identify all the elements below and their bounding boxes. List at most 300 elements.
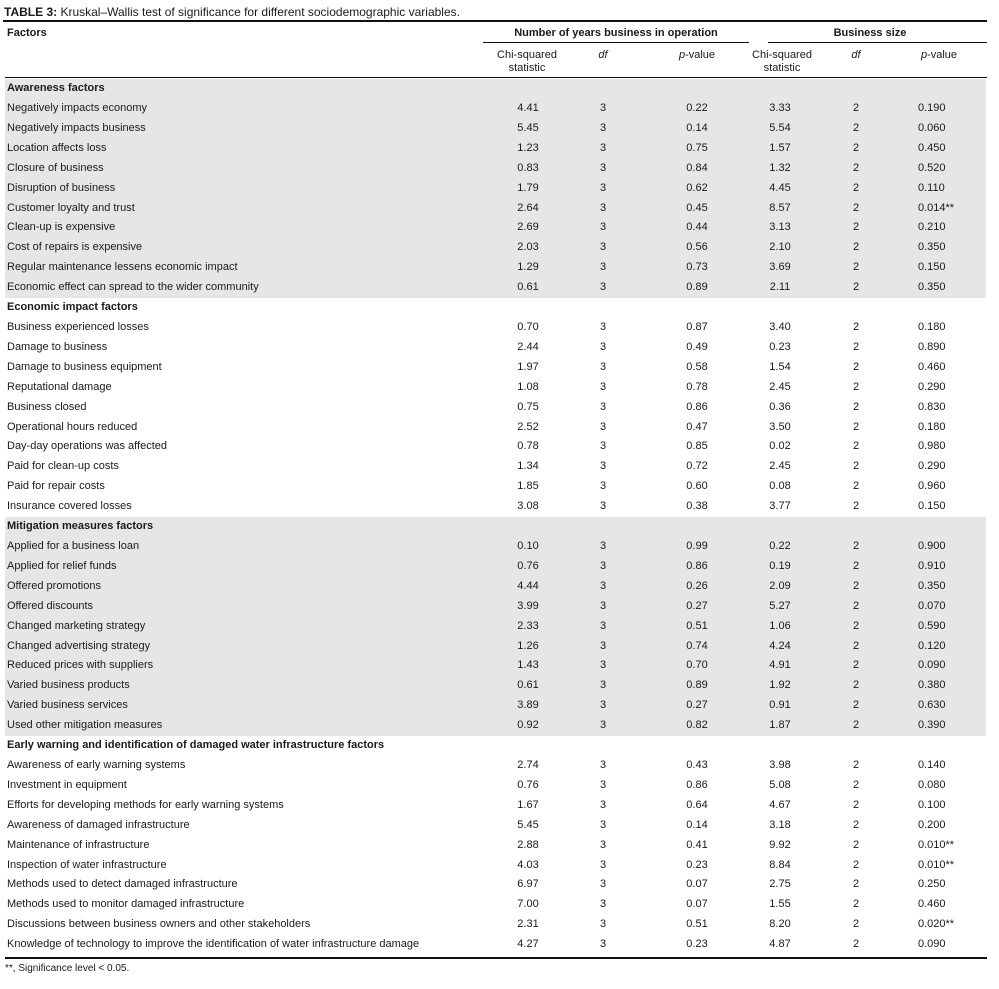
p-size-cell: 0.350 xyxy=(918,241,946,254)
df-size-cell: 2 xyxy=(852,778,860,791)
chi-years-cell: 0.70 xyxy=(517,321,539,333)
chi-years-cell: 1.08 xyxy=(517,380,539,393)
section-header-row xyxy=(5,736,986,756)
chi-size-cell: 5.54 xyxy=(769,121,791,134)
header-df-1 xyxy=(598,49,607,62)
header-df-text: df xyxy=(851,49,861,61)
df-years-cell: 3 xyxy=(599,360,607,373)
header-chi-line2: statistic xyxy=(763,62,801,74)
chi-years-cell: 4.27 xyxy=(517,938,539,951)
section-label: Mitigation measures factors xyxy=(7,520,154,532)
df-years-cell: 3 xyxy=(599,540,607,552)
table-row xyxy=(5,497,986,517)
df-years-cell: 3 xyxy=(599,579,607,592)
chi-years-cell: 0.75 xyxy=(517,400,539,413)
p-size-cell: 0.190 xyxy=(918,102,946,114)
chi-size-cell: 1.87 xyxy=(769,719,791,732)
table-row xyxy=(5,199,986,219)
chi-years-cell: 2.88 xyxy=(517,838,539,851)
p-years-cell: 0.58 xyxy=(686,360,708,373)
chi-years-cell: 0.61 xyxy=(517,281,539,294)
chi-size-cell: 0.91 xyxy=(769,699,791,712)
p-years-cell: 0.27 xyxy=(686,699,708,712)
chi-size-cell: 2.09 xyxy=(769,579,791,592)
factor-label: Closure of business xyxy=(7,161,104,174)
df-years-cell: 3 xyxy=(599,759,607,771)
chi-years-cell: 0.83 xyxy=(517,161,539,174)
df-size-cell: 2 xyxy=(852,340,860,353)
df-size-cell: 2 xyxy=(852,201,860,214)
df-size-cell: 2 xyxy=(852,480,860,493)
chi-years-cell: 0.78 xyxy=(517,440,539,453)
p-years-cell: 0.85 xyxy=(686,440,708,453)
df-years-cell: 3 xyxy=(599,141,607,154)
table-row xyxy=(5,557,986,577)
table-row xyxy=(5,218,986,238)
p-years-cell: 0.87 xyxy=(686,321,708,333)
p-years-cell: 0.82 xyxy=(686,719,708,732)
table-row xyxy=(5,836,986,856)
df-years-cell: 3 xyxy=(599,201,607,214)
table-row xyxy=(5,577,986,597)
chi-size-cell: 1.55 xyxy=(769,898,791,911)
p-size-cell: 0.110 xyxy=(918,181,945,194)
factor-label: Awareness of damaged infrastructure xyxy=(7,818,190,831)
chi-size-cell: 2.45 xyxy=(769,460,791,473)
p-years-cell: 0.73 xyxy=(686,261,708,274)
p-size-cell: 0.180 xyxy=(918,321,946,333)
table-row xyxy=(5,796,986,816)
chi-size-cell: 2.45 xyxy=(769,380,791,393)
table-row xyxy=(5,716,986,736)
p-size-cell: 0.140 xyxy=(918,759,946,771)
factor-label: Business experienced losses xyxy=(7,321,149,333)
chi-size-cell: 3.18 xyxy=(769,818,791,831)
p-years-cell: 0.45 xyxy=(686,201,708,214)
chi-years-cell: 1.23 xyxy=(517,141,539,154)
p-size-cell: 0.900 xyxy=(918,540,946,552)
factor-label: Applied for a business loan xyxy=(7,540,140,552)
chi-size-cell: 3.98 xyxy=(769,759,791,771)
p-years-cell: 0.78 xyxy=(686,380,708,393)
table-row xyxy=(5,139,986,159)
table-title: Kruskal–Wallis test of significance for different sociodemographic variables. xyxy=(57,5,460,19)
p-years-cell: 0.62 xyxy=(686,181,708,194)
df-size-cell: 2 xyxy=(852,838,860,851)
table-row xyxy=(5,318,986,338)
table-caption xyxy=(4,5,460,19)
table-row xyxy=(5,378,986,398)
header-factors: Factors xyxy=(7,27,47,39)
table-row xyxy=(5,278,986,298)
df-size-cell: 2 xyxy=(852,161,860,174)
p-size-cell: 0.010** xyxy=(918,858,955,871)
p-years-cell: 0.60 xyxy=(686,480,708,493)
chi-years-cell: 1.67 xyxy=(517,798,539,811)
chi-years-cell: 1.85 xyxy=(517,480,539,493)
factor-label: Cost of repairs is expensive xyxy=(7,241,143,254)
factor-label: Methods used to detect damaged infrastructure xyxy=(7,878,238,891)
df-years-cell: 3 xyxy=(599,659,607,672)
section-label: Awareness factors xyxy=(7,82,105,94)
p-size-cell: 0.060 xyxy=(918,121,946,134)
chi-years-cell: 2.33 xyxy=(517,619,539,632)
factor-label: Business closed xyxy=(7,400,87,413)
p-years-cell: 0.14 xyxy=(686,818,708,831)
p-years-cell: 0.86 xyxy=(686,559,708,572)
chi-years-cell: 1.43 xyxy=(517,659,539,672)
chi-years-cell: 1.34 xyxy=(517,460,539,473)
factor-label: Negatively impacts economy xyxy=(7,102,148,114)
table-row xyxy=(5,816,986,836)
factor-label: Changed marketing strategy xyxy=(7,619,146,632)
chi-years-cell: 2.69 xyxy=(517,221,539,234)
table-row xyxy=(5,238,986,258)
p-years-cell: 0.26 xyxy=(686,579,708,592)
p-years-cell: 0.27 xyxy=(686,599,708,612)
header-p-1 xyxy=(679,49,715,62)
header-group-size: Business size xyxy=(833,27,907,39)
table-row xyxy=(5,338,986,358)
df-years-cell: 3 xyxy=(599,480,607,493)
p-size-cell: 0.100 xyxy=(918,798,946,811)
chi-size-cell: 1.92 xyxy=(769,679,791,692)
factor-label: Clean-up is expensive xyxy=(7,221,116,234)
df-years-cell: 3 xyxy=(599,500,607,513)
df-size-cell: 2 xyxy=(852,699,860,712)
df-years-cell: 3 xyxy=(599,380,607,393)
p-size-cell: 0.890 xyxy=(918,340,946,353)
p-size-cell: 0.210 xyxy=(918,221,946,234)
factor-label: Location affects loss xyxy=(7,141,107,154)
p-size-cell: 0.350 xyxy=(918,579,946,592)
factor-label: Damage to business xyxy=(7,340,108,353)
p-size-cell: 0.960 xyxy=(918,480,946,493)
df-size-cell: 2 xyxy=(852,380,860,393)
p-size-cell: 0.290 xyxy=(918,380,946,393)
p-years-cell: 0.51 xyxy=(686,918,708,931)
p-years-cell: 0.56 xyxy=(686,241,708,254)
p-size-cell: 0.910 xyxy=(918,559,946,572)
df-size-cell: 2 xyxy=(852,858,860,871)
chi-years-cell: 6.97 xyxy=(517,878,539,891)
table-row xyxy=(5,358,986,378)
chi-size-cell: 2.10 xyxy=(769,241,791,254)
df-size-cell: 2 xyxy=(852,938,860,951)
factor-label: Efforts for developing methods for early warning systems xyxy=(7,798,284,811)
df-size-cell: 2 xyxy=(852,579,860,592)
p-years-cell: 0.89 xyxy=(686,679,708,692)
df-size-cell: 2 xyxy=(852,420,860,433)
chi-size-cell: 0.23 xyxy=(769,340,791,353)
chi-years-cell: 7.00 xyxy=(517,898,539,911)
df-size-cell: 2 xyxy=(852,321,860,333)
df-years-cell: 3 xyxy=(599,102,607,114)
df-years-cell: 3 xyxy=(599,261,607,274)
df-years-cell: 3 xyxy=(599,679,607,692)
header-chi-line1: Chi-squared xyxy=(752,49,812,61)
factor-label: Negatively impacts business xyxy=(7,121,146,134)
p-years-cell: 0.44 xyxy=(686,221,708,234)
df-size-cell: 2 xyxy=(852,798,860,811)
chi-years-cell: 2.44 xyxy=(517,340,539,353)
df-years-cell: 3 xyxy=(599,340,607,353)
df-size-cell: 2 xyxy=(852,918,860,931)
table-row xyxy=(5,696,986,716)
chi-size-cell: 4.87 xyxy=(769,938,791,951)
group-size-rule xyxy=(768,42,987,43)
df-years-cell: 3 xyxy=(599,181,607,194)
chi-size-cell: 1.06 xyxy=(769,619,791,632)
df-years-cell: 3 xyxy=(599,818,607,831)
p-years-cell: 0.84 xyxy=(686,161,708,174)
p-years-cell: 0.99 xyxy=(686,540,708,552)
chi-size-cell: 3.33 xyxy=(769,102,791,114)
p-size-cell: 0.020** xyxy=(918,918,955,931)
df-years-cell: 3 xyxy=(599,639,607,652)
df-size-cell: 2 xyxy=(852,599,860,612)
chi-years-cell: 2.31 xyxy=(517,918,539,931)
df-size-cell: 2 xyxy=(852,221,860,234)
chi-years-cell: 2.74 xyxy=(517,759,539,771)
factor-label: Offered discounts xyxy=(7,599,94,612)
p-years-cell: 0.22 xyxy=(686,102,708,114)
df-years-cell: 3 xyxy=(599,121,607,134)
header-chi-1 xyxy=(497,49,557,75)
df-size-cell: 2 xyxy=(852,360,860,373)
p-size-cell: 0.460 xyxy=(918,360,946,373)
top-rule xyxy=(3,20,987,22)
df-years-cell: 3 xyxy=(599,281,607,294)
chi-years-cell: 2.52 xyxy=(517,420,539,433)
p-years-cell: 0.51 xyxy=(686,619,708,632)
p-size-cell: 0.590 xyxy=(918,619,946,632)
p-years-cell: 0.89 xyxy=(686,281,708,294)
factor-label: Applied for relief funds xyxy=(7,559,117,572)
header-df-text: df xyxy=(598,49,608,61)
factor-label: Paid for repair costs xyxy=(7,480,105,493)
factor-label: Maintenance of infrastructure xyxy=(7,838,150,851)
df-years-cell: 3 xyxy=(599,619,607,632)
p-years-cell: 0.07 xyxy=(686,898,708,911)
chi-size-cell: 5.27 xyxy=(769,599,791,612)
section-header-row xyxy=(5,298,986,318)
chi-years-cell: 0.92 xyxy=(517,719,539,732)
df-years-cell: 3 xyxy=(599,898,607,911)
table-row xyxy=(5,457,986,477)
p-size-cell: 0.390 xyxy=(918,719,946,732)
table-row xyxy=(5,637,986,657)
chi-years-cell: 0.61 xyxy=(517,679,539,692)
p-size-cell: 0.014** xyxy=(918,201,955,214)
df-size-cell: 2 xyxy=(852,121,860,134)
df-size-cell: 2 xyxy=(852,639,860,652)
p-size-cell: 0.120 xyxy=(918,639,946,652)
factor-label: Damage to business equipment xyxy=(7,360,162,373)
chi-years-cell: 1.97 xyxy=(517,360,539,373)
footnote: **, Significance level < 0.05. xyxy=(5,963,130,974)
df-years-cell: 3 xyxy=(599,719,607,732)
factor-label: Varied business products xyxy=(7,679,130,692)
p-size-cell: 0.290 xyxy=(918,460,946,473)
chi-years-cell: 3.99 xyxy=(517,599,539,612)
chi-years-cell: 4.41 xyxy=(517,102,539,114)
table-row xyxy=(5,258,986,278)
p-size-cell: 0.010** xyxy=(918,838,955,851)
df-years-cell: 3 xyxy=(599,161,607,174)
factor-label: Knowledge of technology to improve the identification of water infrastructure damage xyxy=(7,938,420,951)
factor-label: Day-day operations was affected xyxy=(7,440,167,453)
df-years-cell: 3 xyxy=(599,798,607,811)
p-size-cell: 0.150 xyxy=(918,500,946,513)
p-size-cell: 0.250 xyxy=(918,878,946,891)
header-p-rest: -value xyxy=(927,49,958,61)
p-years-cell: 0.49 xyxy=(686,340,708,353)
df-size-cell: 2 xyxy=(852,719,860,732)
chi-size-cell: 3.69 xyxy=(769,261,791,274)
section-label: Economic impact factors xyxy=(7,301,138,313)
chi-years-cell: 3.08 xyxy=(517,500,539,513)
chi-size-cell: 2.11 xyxy=(769,281,791,294)
table-row xyxy=(5,537,986,557)
table-row xyxy=(5,477,986,497)
header-chi-line1: Chi-squared xyxy=(497,49,557,61)
p-size-cell: 0.150 xyxy=(918,261,946,274)
table-row xyxy=(5,856,986,876)
df-years-cell: 3 xyxy=(599,460,607,473)
chi-years-cell: 4.03 xyxy=(517,858,539,871)
factor-label: Inspection of water infrastructure xyxy=(7,858,167,871)
table-row xyxy=(5,776,986,796)
table-row xyxy=(5,895,986,915)
p-years-cell: 0.43 xyxy=(686,759,708,771)
factor-label: Economic effect can spread to the wider community xyxy=(7,281,259,294)
chi-years-cell: 0.76 xyxy=(517,778,539,791)
factor-label: Insurance covered losses xyxy=(7,500,132,513)
df-size-cell: 2 xyxy=(852,400,860,413)
df-size-cell: 2 xyxy=(852,679,860,692)
header-p-italic: p xyxy=(678,49,686,61)
p-size-cell: 0.630 xyxy=(918,699,946,712)
factor-label: Customer loyalty and trust xyxy=(7,201,135,214)
chi-size-cell: 3.77 xyxy=(769,500,791,513)
df-size-cell: 2 xyxy=(852,759,860,771)
p-years-cell: 0.14 xyxy=(686,121,708,134)
chi-size-cell: 9.92 xyxy=(769,838,791,851)
df-size-cell: 2 xyxy=(852,619,860,632)
df-years-cell: 3 xyxy=(599,241,607,254)
chi-size-cell: 4.45 xyxy=(769,181,791,194)
group-years-rule xyxy=(483,42,749,43)
chi-size-cell: 3.40 xyxy=(769,321,791,333)
factor-label: Discussions between business owners and other stakeholders xyxy=(7,918,311,931)
df-size-cell: 2 xyxy=(852,500,860,513)
df-years-cell: 3 xyxy=(599,599,607,612)
df-years-cell: 3 xyxy=(599,838,607,851)
p-size-cell: 0.450 xyxy=(918,141,946,154)
df-years-cell: 3 xyxy=(599,440,607,453)
p-size-cell: 0.200 xyxy=(918,818,946,831)
p-years-cell: 0.70 xyxy=(686,659,708,672)
p-years-cell: 0.47 xyxy=(686,420,708,433)
p-years-cell: 0.86 xyxy=(686,778,708,791)
table-row xyxy=(5,656,986,676)
table-number: TABLE 3: xyxy=(4,5,58,19)
p-size-cell: 0.520 xyxy=(918,161,946,174)
header-p-2 xyxy=(921,49,957,62)
df-size-cell: 2 xyxy=(852,878,860,891)
chi-years-cell: 1.29 xyxy=(517,261,539,274)
table-row xyxy=(5,437,986,457)
table-row xyxy=(5,597,986,617)
p-size-cell: 0.830 xyxy=(918,400,946,413)
p-size-cell: 0.980 xyxy=(918,440,946,453)
table-row xyxy=(5,756,986,776)
table-row xyxy=(5,119,986,139)
df-years-cell: 3 xyxy=(599,858,607,871)
p-years-cell: 0.23 xyxy=(686,938,708,951)
factor-label: Operational hours reduced xyxy=(7,420,138,433)
df-years-cell: 3 xyxy=(599,778,607,791)
chi-size-cell: 4.24 xyxy=(769,639,791,652)
chi-size-cell: 1.57 xyxy=(769,141,791,154)
df-size-cell: 2 xyxy=(852,181,860,194)
df-years-cell: 3 xyxy=(599,918,607,931)
p-size-cell: 0.080 xyxy=(918,778,946,791)
header-rule xyxy=(5,77,987,78)
factor-label: Investment in equipment xyxy=(7,778,127,791)
p-size-cell: 0.180 xyxy=(918,420,946,433)
table-row xyxy=(5,398,986,418)
p-size-cell: 0.380 xyxy=(918,679,946,692)
chi-size-cell: 0.22 xyxy=(769,540,791,552)
p-years-cell: 0.38 xyxy=(686,500,708,513)
chi-size-cell: 1.54 xyxy=(769,360,791,373)
df-size-cell: 2 xyxy=(852,261,860,274)
chi-years-cell: 0.10 xyxy=(517,540,539,552)
factor-label: Disruption of business xyxy=(7,181,116,194)
chi-size-cell: 1.32 xyxy=(769,161,791,174)
df-years-cell: 3 xyxy=(599,699,607,712)
p-years-cell: 0.64 xyxy=(686,798,708,811)
chi-size-cell: 3.50 xyxy=(769,420,791,433)
chi-years-cell: 0.76 xyxy=(517,559,539,572)
chi-years-cell: 1.26 xyxy=(517,639,539,652)
header-p-rest: -value xyxy=(685,49,716,61)
table-row xyxy=(5,915,986,935)
table-row xyxy=(5,617,986,637)
header-chi-2 xyxy=(752,49,812,75)
p-years-cell: 0.07 xyxy=(686,878,708,891)
p-years-cell: 0.86 xyxy=(686,400,708,413)
chi-size-cell: 0.02 xyxy=(769,440,791,453)
table-row xyxy=(5,875,986,895)
p-years-cell: 0.23 xyxy=(686,858,708,871)
table-row xyxy=(5,159,986,179)
p-size-cell: 0.460 xyxy=(918,898,946,911)
df-years-cell: 3 xyxy=(599,420,607,433)
df-size-cell: 2 xyxy=(852,898,860,911)
chi-size-cell: 5.08 xyxy=(769,778,791,791)
table-row xyxy=(5,99,986,119)
factor-label: Reduced prices with suppliers xyxy=(7,659,154,672)
p-years-cell: 0.75 xyxy=(686,141,708,154)
header-chi-line2: statistic xyxy=(508,62,546,74)
section-header-row xyxy=(5,517,986,537)
chi-years-cell: 3.89 xyxy=(517,699,539,712)
chi-size-cell: 4.91 xyxy=(769,659,791,672)
chi-size-cell: 8.20 xyxy=(769,918,791,931)
